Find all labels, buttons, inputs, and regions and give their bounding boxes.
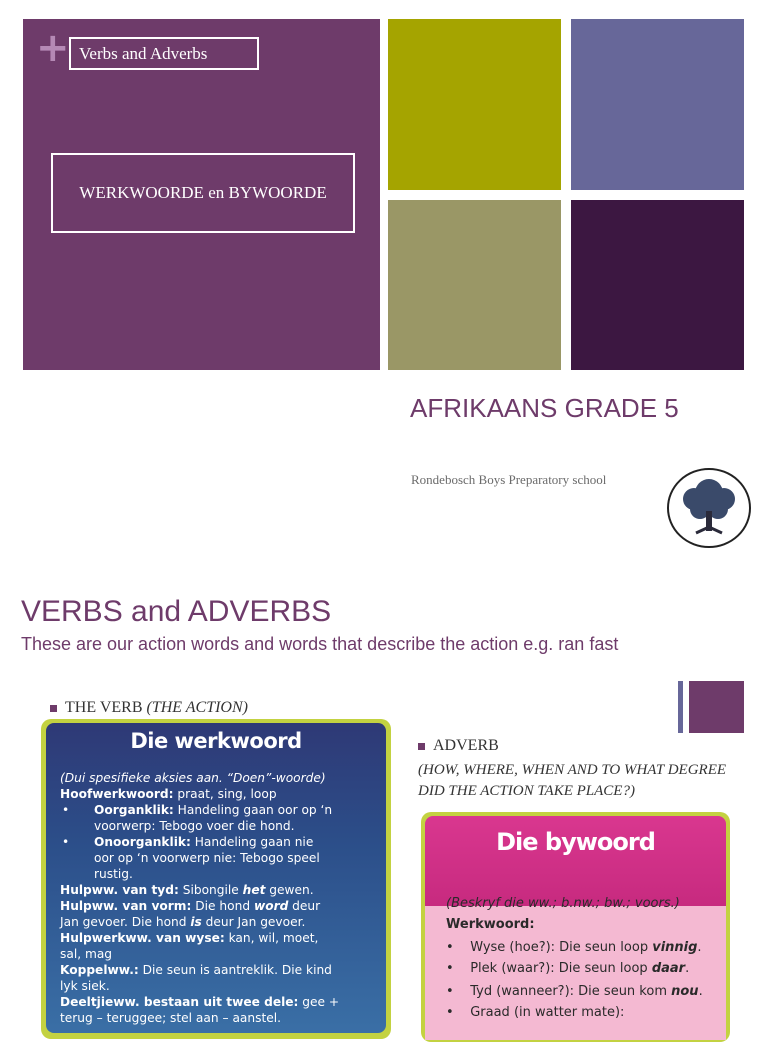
adverb-item-text: Wyse (hoe?): Die seun loop xyxy=(470,940,653,955)
adverb-label: Werkwoord: xyxy=(446,917,535,932)
verb-link-label: Koppelww.: xyxy=(60,963,139,977)
plus-icon: + xyxy=(36,25,70,71)
verb-trans-label: Oorganklik: xyxy=(94,803,174,817)
verb-part-label: Deeltjieww. bestaan uit twee dele: xyxy=(60,995,299,1009)
verb-main-text: praat, sing, loop xyxy=(173,787,277,801)
adverb-item-text: Plek (waar?): Die seun loop xyxy=(470,961,652,976)
adverb-item-em: nou xyxy=(671,984,699,999)
verb-tense-end: gewen. xyxy=(265,883,314,897)
verb-form-line2a: Jan gevoer. Die hond xyxy=(60,915,191,929)
verb-bullet xyxy=(50,699,248,717)
adverb-item-end: . xyxy=(698,984,703,999)
accent-square xyxy=(689,681,744,733)
verb-modal-label: Hulpwerkww. van wyse: xyxy=(60,931,225,945)
verb-card-heading: Die werkwoord xyxy=(130,729,302,753)
adverb-card-heading: Die bywoord xyxy=(496,828,655,856)
slide2-title: VERBS and ADVERBS xyxy=(21,595,332,628)
adverb-item-em: vinnig xyxy=(652,940,698,955)
school-logo-tree-icon xyxy=(666,467,752,549)
verb-form-label: Hulpww. van vorm: xyxy=(60,899,192,913)
verb-form-em: word xyxy=(253,899,289,913)
verb-intrans-text: Handeling gaan nie xyxy=(190,835,314,849)
verb-form-end: deur xyxy=(288,899,321,913)
adverb-intro: (Beskryf die ww.; b.nw.; bw.; voors.) xyxy=(446,896,680,911)
verb-link-text: Die seun is aantreklik. Die kind xyxy=(138,963,332,977)
verb-part-text2: terug – teruggee; stel aan – aanstel. xyxy=(60,1011,281,1025)
school-name: Rondebosch Boys Preparatory school xyxy=(411,472,607,487)
verb-main-label: Hoofwerkwoord: xyxy=(60,787,174,801)
bullet-dot-icon: • xyxy=(62,803,70,817)
adverb-item-end: . xyxy=(697,940,702,955)
verb-bullet-label: THE VERB xyxy=(65,699,143,716)
verb-intrans-text2: oor op ‘n voorwerp nie: Tebogo speel xyxy=(94,851,320,865)
subtitle-text: WERKWOORDE en BYWOORDE xyxy=(79,183,327,202)
verb-form-text: Die hond xyxy=(191,899,254,913)
slide2-subtitle: These are our action words and words that describe the action e.g. ran fast xyxy=(21,634,619,654)
adverb-bullet-label: ADVERB xyxy=(433,737,499,754)
plum-tile xyxy=(571,200,744,370)
verb-trans-text2: voorwerp: Tebogo voer die hond. xyxy=(94,819,295,833)
adverb-item: • Plek (waar?): Die seun loop daar. xyxy=(446,961,690,976)
bullet-square-icon xyxy=(418,743,425,750)
verb-form-em2: is xyxy=(190,915,202,929)
adverb-item: • Tyd (wanneer?): Die seun kom nou. xyxy=(446,984,703,999)
adverb-item-end: . xyxy=(685,961,690,976)
verb-form-line2b: deur Jan gevoer. xyxy=(201,915,306,929)
adverb-description: (HOW, WHERE, WHEN AND TO WHAT DEGREE DID THE ACTION TAKE PLACE?) xyxy=(418,762,727,799)
verb-intrans-text3: rustig. xyxy=(94,867,133,881)
verb-tense-text: Sibongile xyxy=(178,883,243,897)
verb-modal-text: kan, wil, moet, xyxy=(224,931,319,945)
course-title: AFRIKAANS GRADE 5 xyxy=(410,393,679,423)
adverb-item-em: daar xyxy=(651,961,686,976)
accent-bar xyxy=(678,681,683,733)
slide-subtitle xyxy=(51,153,355,233)
verb-bullet-note: (THE ACTION) xyxy=(146,699,248,716)
verb-intrans-label: Onoorganklik: xyxy=(94,835,191,849)
adverb-item-text: Tyd (wanneer?): Die seun kom xyxy=(470,984,672,999)
adverb-item: • Graad (in watter mate): xyxy=(446,1005,625,1020)
verb-intro: (Dui spesifieke aksies aan. “Doen”-woorde) xyxy=(60,771,326,785)
verb-trans-text: Handeling gaan oor op ‘n xyxy=(173,803,333,817)
bullet-dot-icon: • xyxy=(62,835,70,849)
slide-tag: Verbs and Adverbs xyxy=(69,37,259,70)
lavender-tile xyxy=(571,19,744,190)
verb-tense-em: het xyxy=(242,883,266,897)
verb-modal-text2: sal, mag xyxy=(60,947,113,961)
olive-tile xyxy=(388,19,561,190)
sage-tile xyxy=(388,200,561,370)
verb-tense-label: Hulpww. van tyd: xyxy=(60,883,179,897)
adverb-item-text: Graad (in watter mate): xyxy=(470,1005,625,1020)
adverb-item: • Wyse (hoe?): Die seun loop vinnig. xyxy=(446,940,702,955)
verb-link-text2: lyk siek. xyxy=(60,979,110,993)
verb-part-text: gee + xyxy=(298,995,340,1009)
adverb-bullet xyxy=(418,737,499,755)
bullet-square-icon xyxy=(50,705,57,712)
